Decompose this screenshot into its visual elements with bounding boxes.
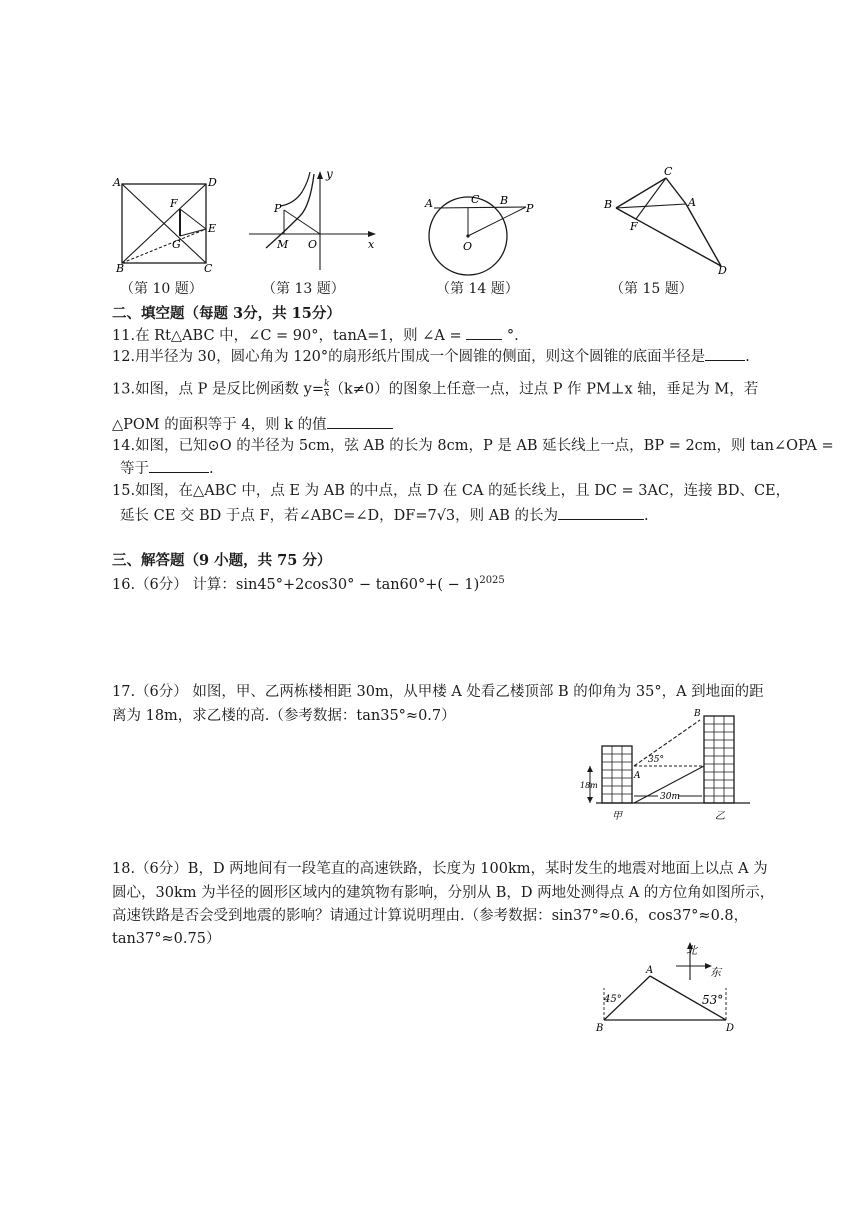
- q18-line3: 高速铁路是否会受到地震的影响？请通过计算说明理由.（参考数据：sin37°≈0.6，cos37°≈0.8，: [112, 908, 749, 924]
- q17-line1: （6分） 如图，甲、乙两栋楼相距 30m，从甲楼 A 处看乙楼顶部 B 的仰角为 35°，A 到地面的距: [135, 684, 764, 700]
- figure-10: [110, 172, 220, 274]
- fig13-label-o: O: [308, 238, 318, 251]
- q18-line1: （6分）B，D 两地间有一段笔直的高速铁路，长度为 100km，某时发生的地震对地面上以点 A 为: [135, 861, 768, 877]
- q13-answer-blank[interactable]: [327, 414, 393, 429]
- fig15-label-a: A: [688, 196, 696, 209]
- q11-answer-blank[interactable]: [466, 325, 502, 340]
- figure-18: [590, 938, 750, 1034]
- fig18-north-label: 北: [686, 944, 697, 957]
- fig18-east-label: 东: [710, 966, 721, 979]
- fig14-label-c: C: [471, 193, 480, 206]
- q16-text: （6分） 计算：sin45°+2cos30° − tan60°+( − 1): [135, 576, 480, 593]
- fig18-angle-b: 45°: [604, 994, 622, 1005]
- q11-number: 11.: [112, 328, 136, 344]
- q15-answer-blank[interactable]: [558, 505, 644, 520]
- fig14-caption: （第 14 题）: [436, 281, 519, 297]
- question-16: [112, 572, 505, 594]
- fig18-label-d: D: [726, 1023, 735, 1034]
- q15-line2: 延长 CE 交 BD 于点 F，若∠ABC=∠D，DF=7√3，则 AB 的长为: [120, 508, 559, 524]
- q16-number: 16.: [112, 576, 136, 593]
- q18-line4: tan37°≈0.75）: [112, 931, 221, 947]
- q15-number: 15.: [112, 483, 136, 499]
- fig10-label-g: G: [172, 238, 181, 251]
- fig15-caption: （第 15 题）: [610, 281, 693, 297]
- question-12: [112, 346, 750, 366]
- fig10-label-c: C: [204, 262, 213, 275]
- question-11: [112, 325, 519, 345]
- q18-line2: 圆心，30km 为半径的圆形区域内的建筑物有影响，分别从 B，D 两地处测得点 A 的方位角如图所示，: [112, 885, 775, 901]
- q13-text-a: 如图，点 P 是反比例函数 y=: [135, 381, 324, 398]
- q11-text: 在 Rt△ABC 中，∠C = 90°，tanA=1，则 ∠A =: [135, 328, 462, 344]
- fig15-label-d: D: [718, 264, 727, 277]
- question-13-line2: [112, 414, 393, 434]
- fig14-label-p: P: [526, 202, 534, 215]
- fig14-label-o: O: [463, 240, 473, 253]
- q11-tail: °.: [506, 328, 519, 344]
- fig17-label-b: B: [694, 709, 701, 719]
- q14-text: 如图，已知⊙O 的半径为 5cm，弦 AB 的长为 8cm，P 是 AB 延长线上一点，BP = 2cm，则 tan∠OPA =: [135, 438, 834, 454]
- q12-text: 用半径为 30，圆心角为 120°的扇形纸片围成一个圆锥的侧面，则这个圆锥的底面半径是: [135, 349, 706, 365]
- q14-tail: .: [209, 461, 214, 477]
- question-13: [112, 380, 758, 399]
- fig15-label-c: C: [664, 165, 673, 178]
- figure-14: [420, 190, 546, 278]
- question-17: [112, 683, 764, 701]
- q17-line2: 离为 18m，求乙楼的高.（参考数据：tan35°≈0.7）: [112, 708, 456, 724]
- figure-17: [582, 708, 762, 826]
- fig17-angle: 35°: [648, 755, 664, 765]
- question-14: [112, 437, 834, 455]
- fig13-label-x: x: [368, 238, 375, 251]
- question-18: [112, 860, 768, 878]
- fig13-label-y: y: [326, 167, 333, 181]
- fig10-caption: （第 10 题）: [120, 281, 203, 297]
- fig17-label-a: A: [634, 771, 641, 781]
- q16-exponent: 2025: [479, 575, 505, 586]
- q13-frac-den: x: [324, 389, 330, 399]
- question-15: [112, 482, 790, 500]
- q12-number: 12.: [112, 349, 136, 365]
- section3-heading: 三、解答题（9 小题，共 75 分）: [112, 552, 332, 569]
- fig10-label-b: B: [116, 262, 125, 275]
- fig13-label-p: P: [274, 202, 282, 215]
- figure-15: [596, 164, 736, 276]
- question-18-line2: [112, 884, 774, 902]
- question-18-line3: [112, 907, 748, 925]
- fig18-label-a: A: [646, 965, 654, 976]
- fig17-label-right: 乙: [715, 811, 725, 822]
- q14-line2: 等于: [120, 461, 149, 477]
- question-15-line2: [120, 505, 649, 525]
- figure-13: [244, 166, 384, 270]
- fig15-label-f: F: [630, 220, 638, 233]
- q12-answer-blank[interactable]: [705, 346, 745, 361]
- fig14-label-b: B: [500, 194, 509, 207]
- q15-text: 如图，在△ABC 中，点 E 为 AB 的中点，点 D 在 CA 的延长线上，且 DC = 3AC，连接 BD、CE，: [135, 483, 791, 499]
- fig10-label-a: A: [113, 176, 121, 189]
- fig10-label-e: E: [208, 222, 217, 235]
- question-14-line2: [120, 458, 214, 478]
- fig13-caption: （第 13 题）: [262, 281, 345, 297]
- q14-answer-blank[interactable]: [149, 458, 209, 473]
- question-18-line4: [112, 930, 220, 948]
- section2-heading: 二、填空题（每题 3分，共 15分）: [112, 305, 341, 322]
- fig18-angle-d: 53°: [702, 993, 724, 1007]
- q13-frac-num: k: [324, 379, 330, 389]
- q17-number: 17.: [112, 684, 136, 700]
- fig17-height: 18m: [580, 781, 598, 790]
- q14-number: 14.: [112, 438, 136, 454]
- fig17-distance: 30m: [660, 792, 680, 802]
- q13-line2: △POM 的面积等于 4，则 k 的值: [112, 417, 327, 433]
- fig18-label-b: B: [596, 1023, 604, 1034]
- fig10-label-d: D: [208, 176, 217, 189]
- fig15-label-b: B: [604, 198, 613, 211]
- q15-tail: .: [644, 508, 649, 524]
- q12-tail: .: [745, 349, 750, 365]
- q13-number: 13.: [112, 381, 136, 398]
- fig14-label-a: A: [425, 197, 433, 210]
- q13-text-b: （k≠0）的图象上任意一点，过点 P 作 PM⊥x 轴，垂足为 M，若: [329, 381, 759, 398]
- q18-number: 18.: [112, 861, 136, 877]
- fig17-label-left: 甲: [612, 811, 622, 822]
- fig13-label-m: M: [277, 238, 289, 251]
- fig10-label-f: F: [170, 197, 178, 210]
- question-17-line2: [112, 707, 456, 725]
